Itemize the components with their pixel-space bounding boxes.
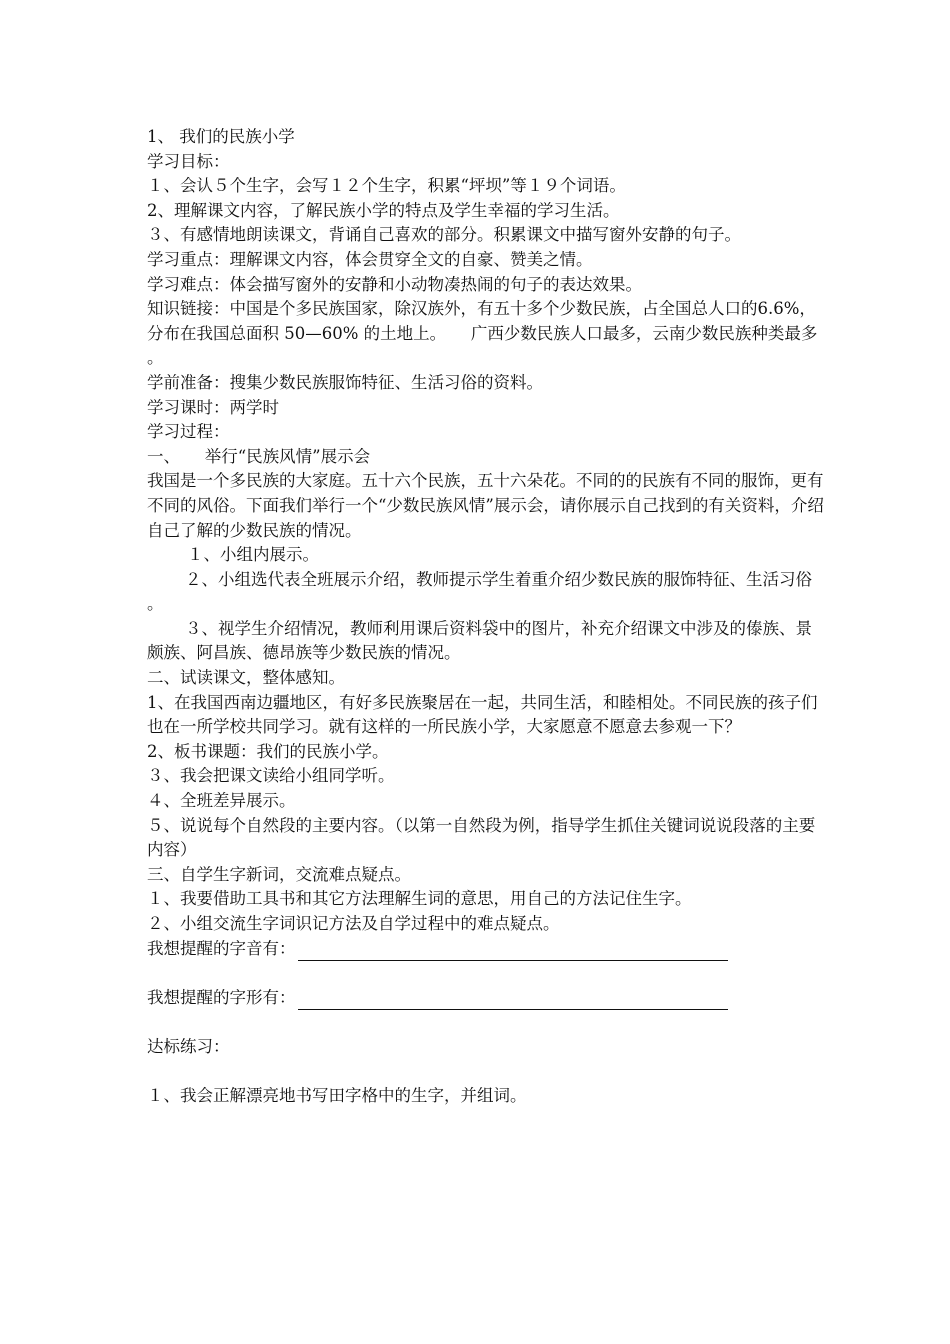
goals-heading: 学习目标： <box>147 151 230 171</box>
knowledge-link: 知识链接：中国是个多民族国家，除汉族外，有五十多个少数民族，占全国总人口的6.6%，分布在我国总面积 50—60% 的土地上。 广西少数民族人口最多，云南少数民族种类最多。 <box>147 299 818 368</box>
fill-shape-label: 我想提醒的字形有： <box>147 987 296 1007</box>
fill-shape-blank[interactable] <box>298 989 728 1010</box>
spacer <box>147 961 827 986</box>
section-2-item-4: ４、全班差异展示。 <box>147 791 296 811</box>
section-3-item-1: １、我要借助工具书和其它方法理解生词的意思，用自己的方法记住生字。 <box>147 889 692 909</box>
process-heading: 学习过程： <box>147 422 230 442</box>
section-heading-2: 二、试读课文，整体感知。 <box>147 668 345 688</box>
section-3-item-2: ２、小组交流生字词识记方法及自学过程中的难点疑点。 <box>147 914 560 933</box>
section-1-intro: 我国是一个多民族的大家庭。五十六个民族，五十六朵花。不同的的民族有不同的服饰，更有不同的风俗。下面我们举行一个“少数民族风情”展示会，请你展示自己找到的有关资料，介绍自己了解的少数民族的情况。 <box>147 471 824 540</box>
goal-item-3: ３、有感情地朗读课文，背诵自己喜欢的部分。积累课文中描写窗外安静的句子。 <box>147 225 741 245</box>
section-2-item-3: ３、我会把课文读给小组同学听。 <box>147 766 395 786</box>
section-1-item-3: ３、视学生介绍情况，教师利用课后资料袋中的图片，补充介绍课文中涉及的傣族、景颇族、阿昌族、德昂族等少数民族的情况。 <box>147 618 812 663</box>
section-2-item-1: 1、在我国西南边疆地区，有好多民族聚居在一起，共同生活，和睦相处。不同民族的孩子们也在一所学校共同学习。就有这样的一所民族小学，大家愿意不愿意去参观一下？ <box>147 692 818 737</box>
section-2-item-5: ５、说说每个自然段的主要内容。（以第一自然段为例，指导学生抓住关键词说说段落的主要内容） <box>147 815 816 860</box>
spacer <box>147 1060 827 1085</box>
document-body <box>147 125 827 1109</box>
practice-item-1: １、我会正解漂亮地书写田字格中的生字，并组词。 <box>147 1086 527 1106</box>
spacer <box>147 1010 827 1035</box>
fill-pronunciation-blank[interactable] <box>298 940 728 961</box>
fill-pronunciation-label: 我想提醒的字音有： <box>147 938 296 958</box>
section-2-item-2: 2、板书课题：我们的民族小学。 <box>147 741 389 761</box>
difficulty: 学习难点：体会描写窗外的安静和小动物凑热闹的句子的表达效果。 <box>147 274 642 294</box>
preparation: 学前准备：搜集少数民族服饰特征、生活习俗的资料。 <box>147 372 543 392</box>
goal-item-2: 2、理解课文内容，了解民族小学的特点及学生幸福的学习生活。 <box>147 200 620 220</box>
fill-shape-row <box>147 986 827 1011</box>
section-1-item-1: １、小组内展示。 <box>187 545 319 565</box>
goal-item-1: １、会认５个生字，会写１２个生字，积累“坪坝”等１９个词语。 <box>147 176 626 196</box>
section-heading-3: 三、自学生字新词，交流难点疑点。 <box>147 864 411 884</box>
section-1-item-2: ２、小组选代表全班展示介绍，教师提示学生着重介绍少数民族的服饰特征、生活习俗。 <box>147 569 812 614</box>
lesson-time: 学习课时：两学时 <box>147 397 279 417</box>
fill-pronunciation-row <box>147 937 827 962</box>
key-point: 学习重点：理解课文内容，体会贯穿全文的自豪、赞美之情。 <box>147 249 593 269</box>
section-heading-1: 一、 举行“民族风情”展示会 <box>147 446 371 466</box>
practice-heading: 达标练习： <box>147 1036 230 1056</box>
lesson-title: 1、 我们的民族小学 <box>147 127 295 146</box>
